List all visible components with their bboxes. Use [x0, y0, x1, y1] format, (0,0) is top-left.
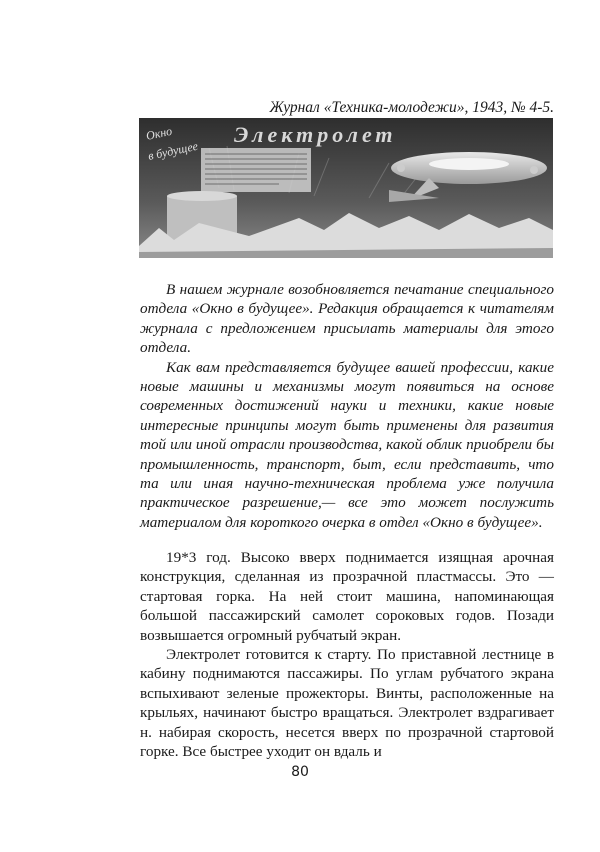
illustration-heading: Электролет: [234, 122, 397, 147]
page-number: 80: [291, 764, 309, 780]
svg-text:Окно: Окно: [144, 123, 174, 143]
article-text-column: [201, 148, 311, 192]
image-caption: Журнал «Техника-молодежи», 1943, № 4-5.: [269, 99, 554, 116]
svg-text:в будущее: в будущее: [146, 138, 200, 163]
intro-paragraph: Как вам представляется будущее вашей профессии, какие новые машины и механизмы могут появиться на основе современных достижений науки и техники, какие новые интересные принципы могут быть применены для развития той или иной отрасли производства, какой облик приобрели бы промышленность, транспорт, быт, если представить, что та или иная научно-техническая проблема уже получила практическое разрешение,— все это может послужить материалом для короткого очерка в отдел «Окно в будущее».: [140, 358, 554, 531]
article-body: [140, 548, 554, 761]
intro-editorial: [140, 280, 554, 532]
magazine-illustration: [139, 118, 553, 258]
body-paragraph: Электролет готовится к старту. По приставной лестнице в кабину поднимаются пассажиры. По углам рубчатого экрана вспыхивают зеленые прожекторы. Винты, расположенные на крыльях, начинают быстро вращаться. Электролет вздрагивает н. набирая скорость, несется вверх по прозрачной стартовой горке. Все быстрее уходит он вдаль и: [140, 646, 554, 761]
intro-paragraph: В нашем журнале возобновляется печатание специального отдела «Окно в будущее». Редакция обращается к читателям журнала с предложением присылать материалы для этого отдела.: [140, 281, 554, 357]
electrolet-picture: [139, 118, 553, 258]
body-paragraph: 19*3 год. Высоко вверх поднимается изящная арочная конструкция, сделанная из прозрачной пластмассы. Это — стартовая горка. На ней стоит машина, напоминающая большой пассажирский самолет сороковых годов. Позади возвышается огромный рубчатый экран.: [140, 549, 554, 644]
